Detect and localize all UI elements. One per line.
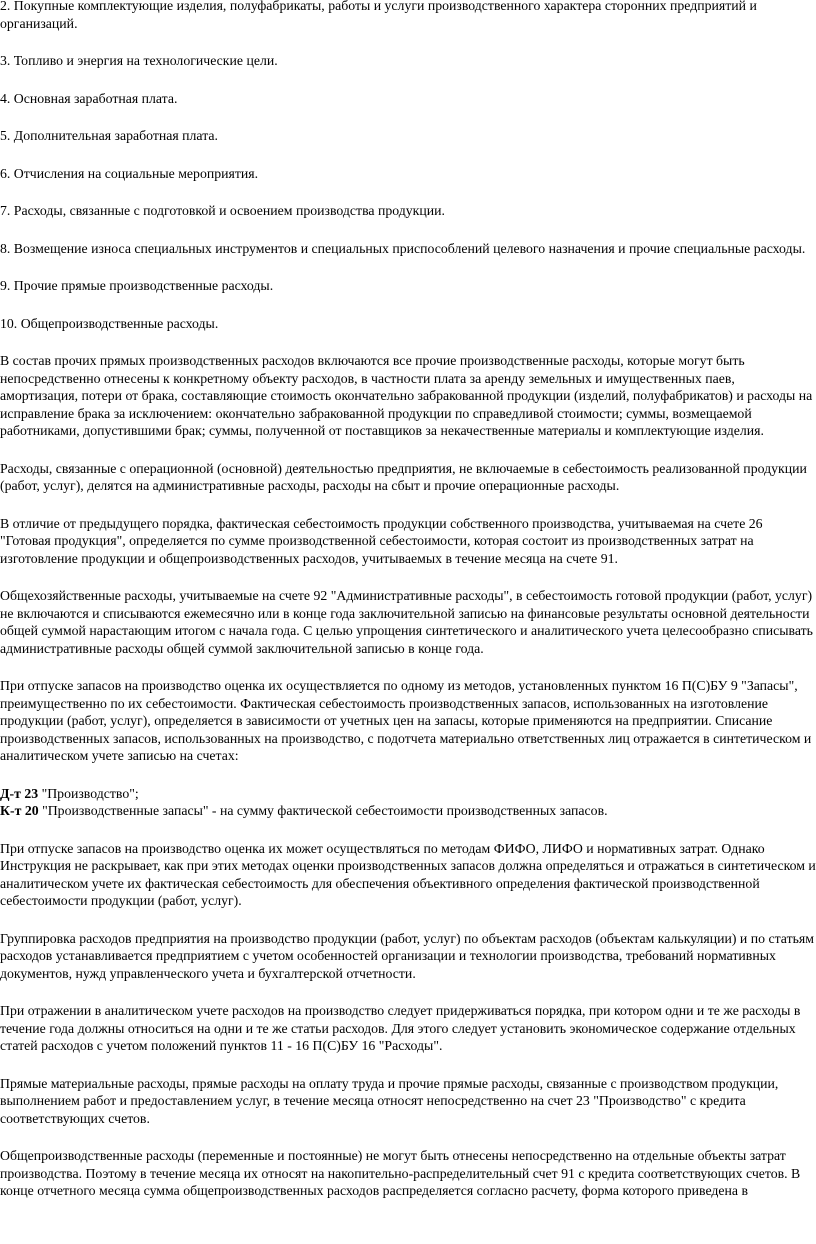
paragraph-cost-grouping: Группировка расходов предприятия на производство продукции (работ, услуг) по объектам расходов (объектам калькуляции) и по статьям расходов устанавливается предприятием с учетом особенностей организации и технологии производства, требований нормативных документов, нужд управленческого учета и бухгалтерской отчетности. — [0, 930, 814, 981]
credit-label: К-т 20 — [0, 803, 39, 818]
list-item-8: 8. Возмещение износа специальных инструментов и специальных приспособлений целевого назначения и прочие специальные расходы. — [0, 240, 806, 256]
list-item-4: 4. Основная заработная плата. — [0, 90, 178, 106]
paragraph-overhead-costs: Общепроизводственные расходы (переменные и постоянные) не могут быть отнесены непосредственно на отдельные объекты затрат производства. Поэтому в течение месяца их относят на накопительно-распределительный счет 91 с кредита соответствующих счетов. В конце отчетного месяца сумма общепроизводственных расходов распределяется согласно расчету, форма которого приведена в — [0, 1148, 801, 1198]
list-item-10: 10. Общепроизводственные расходы. — [0, 315, 219, 331]
paragraph-analytical-accounting: При отражении в аналитическом учете расходов на производство следует придерживаться порядка, при котором одни и те же расходы в течение года должны относиться на одни и те же статьи расходов. Для этого следует установить экономическое содержание отдельных статей расходов с учетом положений пунктов 11 - 16 П(С)БУ 16 "Расходы". — [0, 1003, 801, 1053]
paragraph-general-costs: Общехозяйственные расходы, учитываемые на счете 92 "Административные расходы", в себестоимость готовой продукции (работ, услуг) не включаются и списываются ежемесячно или в конце года заключительной записью на финансовые результаты основной деятельности общей суммой нарастающим итогом с начала года. С целью упрощения синтетического и аналитического учета целесообразно списывать административные расходы общей суммой заключительной записью в конце года. — [0, 588, 813, 656]
list-item-3: 3. Топливо и энергия на технологические цели. — [0, 53, 278, 68]
paragraph-direct-material-costs: Прямые материальные расходы, прямые расходы на оплату труда и прочие прямые расходы, связанные с производством продукции, выполнением работ и предоставлением услуг, в течение месяца относят непосредственно на счет 23 "Производство" с кредита соответствующих счетов. — [0, 1075, 779, 1126]
list-item-6: 6. Отчисления на социальные мероприятия. — [0, 165, 259, 181]
credit-text: "Производственные запасы" - на сумму фактической себестоимости производственных запасов. — [38, 803, 608, 818]
list-item-2: 2. Покупные комплектующие изделия, полуфабрикаты, работы и услуги производственного характера сторонних предприятий и организаций. — [0, 0, 757, 31]
list-item-9: 9. Прочие прямые производственные расходы. — [0, 278, 274, 293]
list-item-5: 5. Дополнительная заработная плата. — [0, 128, 218, 143]
accounting-entry — [0, 785, 816, 820]
paragraph-inventory-release: При отпуске запасов на производство оценка их осуществляется по одному из методов, установленных пунктом 16 П(С)БУ 9 "Запасы", преимущественно по их себестоимости. Фактическая себестоимость производственных запасов, использованных на изготовление продукции (работ, услуг), определяется в зависимости от учетных цен на запасы, которые применяются на предприятии. Списание производственных запасов, использованных на производство, с подотчета материально ответственных лиц отражается в синтетическом и аналитическом учете записью на счетах: — [0, 678, 812, 763]
paragraph-fifo-lifo: При отпуске запасов на производство оценка их может осуществляться по методам ФИФО, ЛИФО и нормативных затрат. Однако Инструкция не раскрывает, как при этих методах оценки производственных запасов должна определяться и отражаться в синтетическом и аналитическом учете их фактическая себестоимость для обеспечения объективного определения фактической производственной себестоимости продукции (работ, услуг). — [0, 840, 816, 908]
debit-label: Д-т 23 — [0, 785, 39, 801]
paragraph-operational-costs: Расходы, связанные с операционной (основной) деятельностью предприятия, не включаемые в себестоимость реализованной продукции (работ, услуг), делятся на административные расходы, расходы на сбыт и прочие операционные расходы. — [0, 460, 807, 493]
list-item-7: 7. Расходы, связанные с подготовкой и освоением производства продукции. — [0, 203, 445, 218]
paragraph-other-direct-costs: В состав прочих прямых производственных расходов включаются все прочие производственные расходы, которые могут быть непосредственно отнесены к конкретному объекту расходов, в частности плата за аренду земельных и имущественных паев, амортизация, потери от брака, составляющие стоимость окончательно забракованной продукции (изделий, полуфабрикатов) и расходы на исправление брака за исключением: окончательно забракованной продукции по справедливой стоимости; суммы, возмещаемой работниками, допустившими брак; суммы, полученной от поставщиков за некачественные материалы и комплектующие изделия. — [0, 353, 813, 438]
paragraph-actual-cost: В отличие от предыдущего порядка, фактическая себестоимость продукции собственного производства, учитываемая на счете 26 "Готовая продукция", определяется по сумме производственной себестоимости, которая состоит из производственных затрат на изготовление продукции и общепроизводственных расходов, учитываемых в течение месяца на счете 91. — [0, 515, 763, 566]
debit-text: "Производство"; — [38, 785, 139, 801]
